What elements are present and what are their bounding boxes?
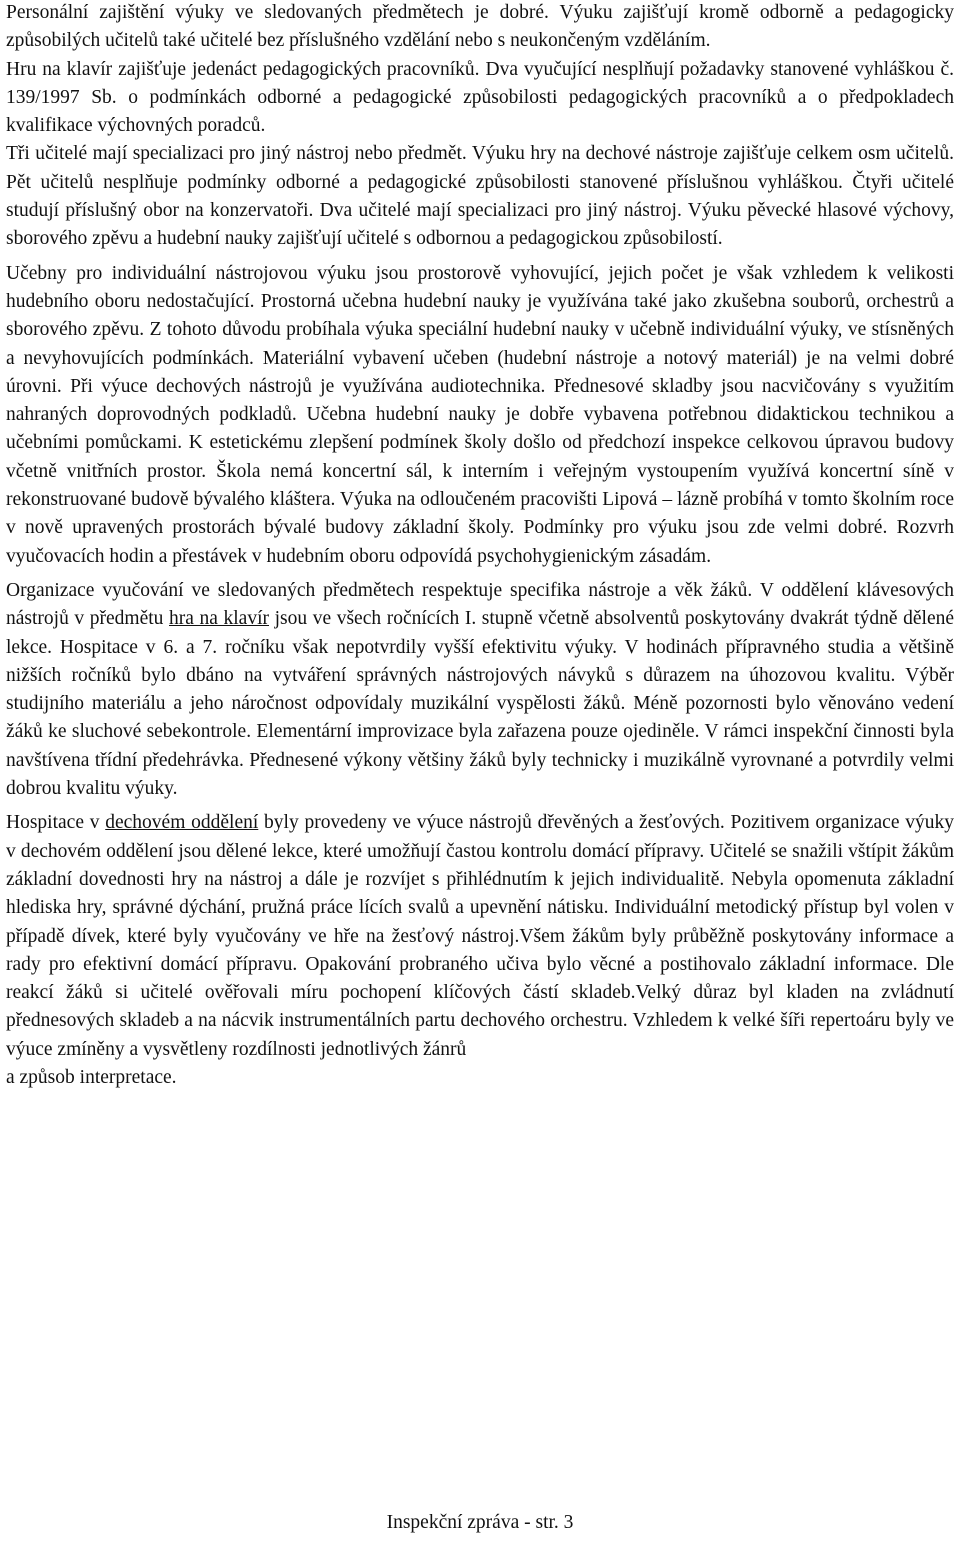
- paragraph-organization: [6, 577, 954, 803]
- page-footer: [0, 1511, 960, 1535]
- page-number-label: Inspekční zpráva - str. 3: [386, 1512, 574, 1533]
- paragraph-text: a způsob interpretace.: [6, 1066, 177, 1088]
- paragraph-piano-staff: [6, 56, 954, 141]
- paragraph-text: Organizace vyučování ve sledovaných předmětech respektuje specifika nástroje a věk žáků. V oddělení klávesových nástrojů v předmětu: [6, 579, 954, 630]
- paragraph-staffing: [6, 0, 954, 56]
- underlined-term: hra na klavír: [169, 608, 269, 630]
- paragraph-text: jsou ve všech ročnících I. stupně včetně absolventů poskytovány dvakrát týdně dělené lekce. Hospitace v 6. a 7. ročníku však nepotvrdily vyšší efektivitu výuky. V hodinách přípravného studia a většině nižších ročníků bylo dbáno na vytváření správných nástrojových návyků s důrazem na úhozovou kvalitu. Výběr studijního materiálu a jeho náročnost odpovídaly muzikální vyspělosti žáků. Méně pozornosti bylo věnováno vedení žáků ke sluchové sebekontrole. Elementární improvizace byla zařazena pouze ojediněle. V rámci inspekční činnosti byla navštívena třídní předehrávka. Přednesené výkony většiny žáků byly technicky i muzikálně vyrovnané a potvrdily velmi dobrou kvalitu výuky.: [6, 608, 954, 800]
- paragraph-text: Hru na klavír zajišťuje jedenáct pedagogických pracovníků. Dva vyučující nesplňují požadavky stanovené vyhláškou č. 139/1997 Sb. o podmínkách odborné a pedagogické způsobilosti pedagogických pracovníků a o předpokladech kvalifikace výchovných poradců.: [6, 58, 954, 137]
- underlined-term: dechovém oddělení: [105, 812, 259, 834]
- paragraph-text: Tři učitelé mají specializaci pro jiný nástroj nebo předmět. Výuku hry na dechové nástroje zajišťuje celkem osm učitelů. Pět učitelů nesplňuje podmínky odborné a pedagogické způsobilosti stanovené příslušnou vyhláškou. Čtyři učitelé studují příslušný obor na konzervatoři. Dva učitelé mají specializaci pro jiný nástroj. Výuku pěvecké hlasové výchovy, sborového zpěvu a hudební nauky zajišťují učitelé s odbornou a pedagogickou způsobilostí.: [6, 143, 954, 250]
- paragraph-classrooms: [6, 260, 954, 571]
- paragraph-text: Učebny pro individuální nástrojovou výuku jsou prostorově vyhovující, jejich počet je však vzhledem k velikosti hudebního oboru nedostačující. Prostorná učebna hudební nauky je využívána také jako zkušebna souborů, orchestrů a sborového zpěvu. Z tohoto důvodu probíhala výuka speciální hudební nauky v učebně individuální výuky, ve stísněných a nevyhovujících podmínkách. Materiální vybavení učeben (hudební nástroje a notový materiál) je na velmi dobré úrovni. Při výuce dechových nástrojů je využívána audiotechnika. Přednesové skladby jsou nacvičovány s využitím nahraných doprovodných podkladů. Učebna hudební nauky je dobře vybavena potřebnou didaktickou technikou a učebními pomůckami. K estetickému zlepšení podmínek školy došlo od předchozí inspekce celkovou úpravou budovy včetně vnitřních prostor. Škola nemá koncertní sál, k interním i veřejným vystoupením využívá koncertní síně v rekonstruované budově bývalého kláštera. Výuka na odloučeném pracovišti Lipová – lázně probíhá v tomto školním roce v nově upravených prostorách bývalé budovy základní školy. Podmínky pro výuku jsou zde velmi dobré. Rozvrh vyučovacích hodin a přestávek v hudebním oboru odpovídá psychohygienickým zásadám.: [6, 262, 954, 567]
- paragraph-wind-staff: [6, 140, 954, 253]
- paragraph-text: Personální zajištění výuky ve sledovaných předmětech je dobré. Výuku zajišťují kromě odborně a pedagogicky způsobilých učitelů také učitelé bez příslušného vzdělání nebo s neukončeným vzděláním.: [6, 2, 954, 52]
- paragraph-text: Hospitace v: [6, 812, 106, 834]
- body-text: [6, 0, 954, 1092]
- paragraph-text: byly provedeny ve výuce nástrojů dřevěných a žesťových. Pozitivem organizace výuky v dechovém oddělení jsou dělené lekce, které umožňují častou kontrolu domácí přípravy. Učitelé se snažili vštípit žákům základní dovednosti hry na nástroj a dále je rozvíjet s přihlédnutím k jejich individualitě. Nebyla opomenuta základní hlediska hry, správné dýchání, pružná práce lících svalů a upevnění nátisku. Individuální metodický přístup byl volen v případě dívek, které byly vyučovány ve hře na žesťový nástroj.Všem žákům byly průběžně poskytovány informace a rady pro efektivní domácí přípravu. Opakování probraného učiva bylo věcné a postihovalo základní informace. Dle reakcí žáků si učitelé ověřovali míru pochopení klíčových částí skladeb.Velký důraz byl kladen na zvládnutí přednesových skladeb a na nácvik instrumentálních partu dechového orchestru. Vzhledem k velké šíři repertoáru byly ve výuce zmíněny a vysvětleny rozdílnosti jednotlivých žánrů: [6, 812, 954, 1060]
- paragraph-wind-department: [6, 809, 954, 1092]
